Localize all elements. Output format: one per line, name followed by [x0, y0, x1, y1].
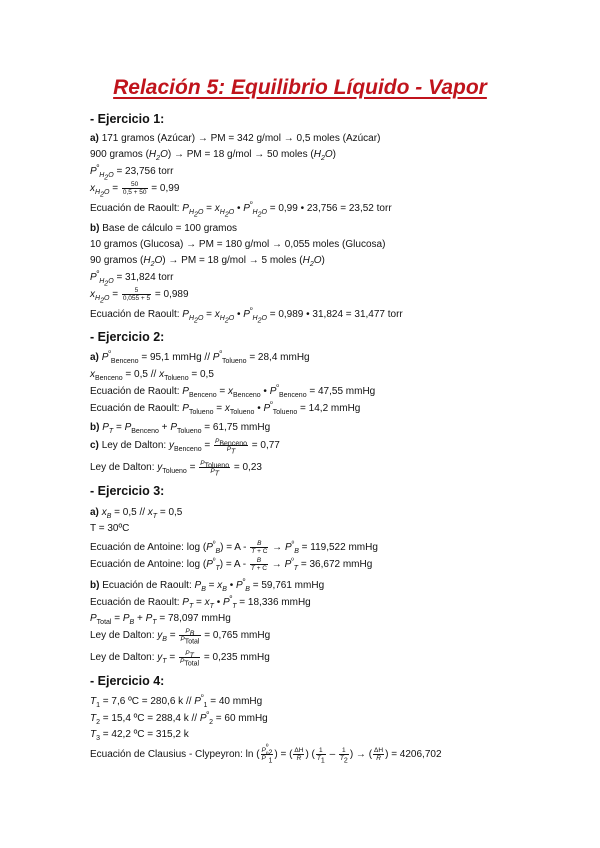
- e2-l1b: = 28,4 mmHg: [249, 352, 310, 363]
- e2-c-label: c): [90, 440, 99, 452]
- e1-b4-text: = 31,824 torr: [116, 272, 174, 283]
- e1-line-a1: [90, 133, 380, 145]
- e4-clausius-label: Ecuación de Clausius - Clypeyron:: [90, 749, 243, 761]
- e2-l5-result: = 61,75 mmHg: [204, 422, 271, 433]
- e3-line-4: Ecuación de Antoine: $\log (P^º_T) = A$ - $\frac{B}{T + C}$ → $P^º_T = 36,672$ mmHg: [90, 557, 373, 573]
- e2-line-1: a) $P^º_{Benceno} = 95,1$ mmHg // $P^º_{Tolueno} = 28,4$ mmHg: [90, 350, 310, 365]
- e1-fraction: $\frac{50}{0,5 + 50}$: [122, 181, 147, 196]
- e3-l1a: = 0,5 //: [114, 507, 145, 518]
- exercise-4-heading: - Ejercicio 4:: [90, 674, 165, 688]
- e1-b3-end: ): [321, 255, 325, 266]
- e4-line-1: $T_1 = 7,6$ ºC = 280,6 $k // P^º_1 = 40$ mmHg: [90, 694, 263, 709]
- exercise-2-heading: - Ejercicio 2:: [90, 330, 165, 344]
- e3-l5-result: = 59,761 mmHg: [252, 580, 325, 591]
- e1-a2-mid: ) → PM = 18 g/mol → 50 moles (: [167, 149, 314, 160]
- e4-l3: = 42,2 ºC = 315,2 k: [102, 729, 189, 740]
- e2-line-6: c) Ley de Dalton: $y_{Benceno}$ = $\frac{P_{Benceno}}{P_T}$ = 0,77: [90, 438, 280, 456]
- e4-l2a: = 15,4 ºC = 288,4 k //: [102, 713, 198, 724]
- e2-l6-result: = 0,77: [251, 440, 280, 452]
- e2-l7-result: = 0,23: [233, 462, 262, 474]
- e2-l1a: = 95,1 mmHg //: [141, 352, 210, 363]
- e1-line-b1: [90, 223, 237, 235]
- e3-antoine-label: Ecuación de Antoine:: [90, 542, 184, 554]
- e1-a1-text: 171 gramos (Azúcar) → PM = 342 g/mol → 0,5 moles (Azúcar): [101, 133, 381, 144]
- e3-line-5: b) Ecuación de Raoult: $P_B = x_B$ • $P^º_B = 59,761$ mmHg: [90, 578, 325, 593]
- e3-raoult-label-2: Ecuación de Raoult:: [90, 597, 180, 608]
- e4-l1a: = 7,6 ºC = 280,6 k //: [102, 696, 192, 707]
- e3-l6-result: = 18,336 mmHg: [239, 597, 311, 608]
- e1-line-b5: $x_{H_2O}$ = $\frac{5}{0,055 + 5}$ = 0,989: [90, 287, 189, 305]
- e1-a2-pre: 900 gramos (: [90, 149, 149, 160]
- e1-b3-pre: 90 gramos (: [90, 255, 144, 266]
- e2-l2a: = 0,5 //: [125, 369, 157, 380]
- e3-line-9: Ley de Dalton: $y_T$ = $\frac{P_T}{P_{Total}}$ = 0,235 mmHg: [90, 650, 270, 668]
- e1-line-b6: Ecuación de Raoult: $P_{H_2O} = x_{H_2O}$ • $P^º_{H_2O} = 0,989$ • 31,824 = 31,477 torr: [90, 307, 403, 325]
- e1-line-a5: Ecuación de Raoult: $P_{H_2O} = x_{H_2O}$ • $P^º_{H_2O} = 0,99$ • 23,756 = 23,52 torr: [90, 201, 392, 219]
- e1-line-b4: $P^º_{H_2O} = 31,824$ torr: [90, 270, 174, 288]
- e3-l7-result: = 78,097 mmHg: [159, 613, 231, 624]
- e1-line-a4: $x_{H_2O}$ = $\frac{50}{0,5 + 50}$ = 0,99: [90, 181, 180, 199]
- e1-a2-end: ): [332, 149, 336, 160]
- e1-b5-result: = 0,989: [154, 289, 189, 301]
- e1-line-b3: 90 gramos $(H_2O)$ → PM = 18 g/mol → 5 moles $(H_2O)$: [90, 255, 325, 268]
- e3-antoine-label-2: Ecuación de Antoine:: [90, 559, 184, 571]
- e1-b3-mid: ) → PM = 18 g/mol → 5 moles (: [162, 255, 303, 266]
- e1-line-b2: 10 gramos (Glucosa) → PM = 180 g/mol → 0,055 moles (Glucosa): [90, 239, 386, 250]
- e1-raoult-label: Ecuación de Raoult:: [90, 203, 180, 214]
- e1-b1-text: Base de cálculo = 100 gramos: [102, 223, 238, 234]
- e1-fraction-b: $\frac{5}{0,055 + 5}$: [122, 287, 151, 302]
- e3-raoult-label: Ecuación de Raoult:: [102, 580, 192, 591]
- e3-l3-result: = 119,522 mmHg: [301, 542, 378, 554]
- e2-line-2: $x_{Benceno} = 0,5 // x_{Tolueno} = 0,5$: [90, 369, 214, 382]
- e3-line-2: T = 30ºC: [90, 523, 130, 534]
- e2-raoult-label: Ecuación de Raoult:: [90, 386, 180, 397]
- e4-line-3: $T_3 = 42,2$ ºC = 315,2 k: [90, 729, 189, 742]
- e2-a-label: a): [90, 352, 99, 363]
- e1-line-a3: $P^º_{H_2O} = 23,756$ torr: [90, 164, 174, 182]
- e2-line-4: Ecuación de Raoult: $P_{Tolueno} = x_{Tolueno}$ • $P^º_{Tolueno} = 14,2$ mmHg: [90, 401, 361, 416]
- e2-line-7: Ley de Dalton: $y_{Tolueno}$ = $\frac{P_{Tolueno}}{P_T}$ = 0,23: [90, 460, 262, 478]
- e3-l4-result: = 36,672 mmHg: [300, 559, 373, 571]
- e1-line-a2: 900 gramos $(H_2O)$ → PM = 18 g/mol → 50 moles $(H_2O)$: [90, 149, 336, 162]
- e1-b6-result: = 0,989 • 31,824 = 31,477 torr: [269, 309, 403, 320]
- e4-l4-result: = 4206,702: [391, 749, 442, 761]
- e3-line-6: Ecuación de Raoult: $P_T = x_T$ • $P^º_T = 18,336$ mmHg: [90, 595, 311, 610]
- e3-l1b: = 0,5: [159, 507, 183, 518]
- e1-a5-result: = 0,99 • 23,756 = 23,52 torr: [269, 203, 392, 214]
- e4-l2b: = 60 mmHg: [215, 713, 268, 724]
- e2-raoult-label-2: Ecuación de Raoult:: [90, 403, 180, 414]
- e3-a-label: a): [90, 507, 99, 518]
- e3-line-3: Ecuación de Antoine: $\log (P^º_B) = A$ - $\frac{B}{T + C}$ → $P^º_B = 119,522$ mmHg: [90, 540, 378, 556]
- page-title: Relación 5: Equilibrio Líquido - Vapor: [113, 76, 487, 99]
- e4-line-4: Ecuación de Clausius - Clypeyron: ln ( $\frac{P^º_2}{P^º_1}$ ) = ( $\frac{\Delta H}{R}$ ) ( $\frac{1}{T_1}$ – $\frac{1}{T_2}$ ) → ( $\frac{\Delta H}{R}$ ) = 4206,702: [90, 743, 442, 765]
- e3-line-7: $P_{Total} = P_B + P_T = 78,097$ mmHg: [90, 613, 231, 626]
- e3-b-label: b): [90, 580, 100, 591]
- e2-b-label: b): [90, 422, 100, 433]
- e3-dalton-label-2: Ley de Dalton:: [90, 652, 155, 664]
- e1-a3-text: = 23,756 torr: [116, 166, 174, 177]
- e1-b-label: b): [90, 223, 100, 234]
- e1-a4-result: = 0,99: [151, 183, 180, 195]
- e2-l3-result: = 47,55 mmHg: [309, 386, 376, 397]
- e2-dalton-label-2: Ley de Dalton:: [90, 462, 155, 474]
- e2-l2b: = 0,5: [191, 369, 214, 380]
- e1-raoult-label-b: Ecuación de Raoult:: [90, 309, 180, 320]
- e3-l9-result: = 0,235 mmHg: [203, 652, 270, 664]
- e3-dalton-label: Ley de Dalton:: [90, 630, 155, 642]
- e3-line-1: a) $x_B = 0,5 // x_T = 0,5$: [90, 507, 183, 520]
- e2-l4-result: = 14,2 mmHg: [300, 403, 361, 414]
- e2-line-3: Ecuación de Raoult: $P_{Benceno} = x_{Benceno}$ • $P^º_{Benceno} = 47,55$ mmHg: [90, 384, 376, 399]
- exercise-1-heading: - Ejercicio 1:: [90, 112, 165, 126]
- e4-l1b: = 40 mmHg: [210, 696, 263, 707]
- e4-line-2: $T_2 = 15,4$ ºC = 288,4 $k // P^º_2 = 60$ mmHg: [90, 711, 268, 726]
- e3-line-8: Ley de Dalton: $y_B$ = $\frac{P_B}{P_{Total}}$ = 0,765 mmHg: [90, 628, 271, 646]
- e2-line-5: b) $P_T = P_{Benceno} + P_{Tolueno} = 61,75$ mmHg: [90, 422, 271, 435]
- e1-a-label: a): [90, 133, 99, 144]
- exercise-3-heading: - Ejercicio 3:: [90, 484, 165, 498]
- e3-l8-result: = 0,765 mmHg: [204, 630, 271, 642]
- e2-dalton-label: Ley de Dalton:: [101, 440, 167, 452]
